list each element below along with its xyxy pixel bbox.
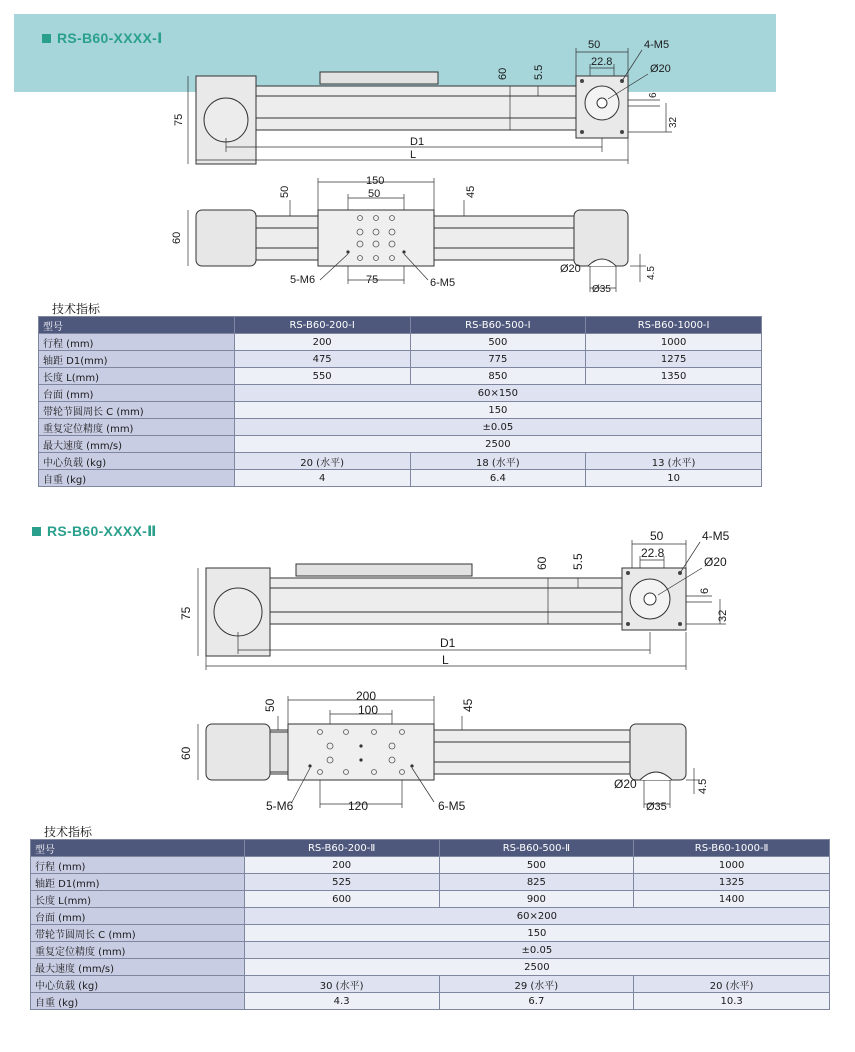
table-header-row bbox=[31, 840, 830, 857]
table-cell: 60×150 bbox=[234, 385, 761, 402]
dimension-label: Ø20 bbox=[704, 555, 727, 569]
table-cell: 1350 bbox=[586, 368, 762, 385]
dimension-label: 6 bbox=[648, 92, 659, 98]
dimension-label: 50 bbox=[368, 188, 381, 200]
table-cell: 900 bbox=[439, 891, 634, 908]
table-cell: 4.3 bbox=[244, 993, 439, 1010]
dimension-label: 50 bbox=[263, 698, 277, 712]
table-cell: 550 bbox=[234, 368, 410, 385]
dimension-label: Ø35 bbox=[646, 801, 667, 813]
dimension-label: Ø20 bbox=[650, 63, 671, 75]
dimension-label: 5-M6 bbox=[290, 274, 316, 286]
dimension-label: 32 bbox=[717, 609, 729, 622]
dimension-label: 200 bbox=[356, 689, 377, 703]
dimension-label: 6-M5 bbox=[438, 799, 466, 813]
dimension-label: 120 bbox=[348, 799, 369, 813]
row-label: 带轮节圆周长 C (mm) bbox=[31, 925, 245, 942]
table-row bbox=[31, 942, 830, 959]
table-cell: 30 (水平) bbox=[244, 976, 439, 993]
table-row bbox=[31, 959, 830, 976]
row-label: 重复定位精度 (mm) bbox=[31, 942, 245, 959]
table-cell: 20 (水平) bbox=[234, 453, 410, 470]
table-cell: ±0.05 bbox=[244, 942, 829, 959]
table-cell: 10 bbox=[586, 470, 762, 487]
table-row bbox=[31, 891, 830, 908]
table-row bbox=[31, 993, 830, 1010]
table-cell: 60×200 bbox=[244, 908, 829, 925]
dimension-label: 22.8 bbox=[641, 546, 665, 560]
row-label: 最大速度 (mm/s) bbox=[31, 959, 245, 976]
row-label: 行程 (mm) bbox=[39, 334, 235, 351]
dimension-label: L bbox=[410, 149, 417, 161]
table-cell: 6.4 bbox=[410, 470, 586, 487]
table-cell: 20 (水平) bbox=[634, 976, 830, 993]
dimension-label: 100 bbox=[358, 703, 379, 717]
dimension-label: 150 bbox=[366, 175, 385, 187]
table-cell: 2500 bbox=[234, 436, 761, 453]
section2-top-view bbox=[170, 526, 730, 676]
table-cell: 1000 bbox=[634, 857, 830, 874]
table-row bbox=[31, 908, 830, 925]
section-bullet-icon bbox=[42, 34, 51, 43]
dimension-label: 6-M5 bbox=[430, 277, 456, 289]
row-label: 轴距 D1(mm) bbox=[31, 874, 245, 891]
table-cell: 850 bbox=[410, 368, 586, 385]
dimension-label: Ø20 bbox=[614, 777, 637, 791]
dimension-label: L bbox=[442, 653, 449, 667]
table-cell: 1400 bbox=[634, 891, 830, 908]
dimension-label: 75 bbox=[173, 113, 185, 126]
dimension-label: 4.5 bbox=[646, 266, 657, 280]
dimension-label: 45 bbox=[461, 698, 475, 712]
dimension-label: 4-M5 bbox=[702, 529, 730, 543]
dimension-label: 4-M5 bbox=[644, 39, 670, 51]
table-cell: 6.7 bbox=[439, 993, 634, 1010]
table-row bbox=[31, 857, 830, 874]
dimension-label: 50 bbox=[588, 39, 601, 51]
table-cell: 1000 bbox=[586, 334, 762, 351]
table-cell: 1325 bbox=[634, 874, 830, 891]
table-row bbox=[39, 419, 762, 436]
row-label: 台面 (mm) bbox=[31, 908, 245, 925]
table-cell: 29 (水平) bbox=[439, 976, 634, 993]
column-header: RS-B60-500-Ⅱ bbox=[439, 840, 634, 857]
table-row bbox=[31, 976, 830, 993]
dimension-label: 4.5 bbox=[697, 778, 709, 794]
row-label: 台面 (mm) bbox=[39, 385, 235, 402]
dimension-label: 5-M6 bbox=[266, 799, 294, 813]
table-row bbox=[31, 925, 830, 942]
section1-table-caption: 技术指标 bbox=[52, 302, 101, 316]
table-row bbox=[39, 453, 762, 470]
column-header: RS-B60-1000-Ⅰ bbox=[586, 317, 762, 334]
dimension-label: 6 bbox=[699, 587, 711, 594]
column-header: 型号 bbox=[39, 317, 235, 334]
table-row bbox=[39, 368, 762, 385]
dimension-label: Ø35 bbox=[592, 284, 611, 295]
dimension-label: 60 bbox=[535, 556, 549, 570]
row-label: 自重 (kg) bbox=[31, 993, 245, 1010]
section1-title: RS-B60-XXXX-Ⅰ bbox=[42, 30, 163, 47]
column-header: RS-B60-1000-Ⅱ bbox=[634, 840, 830, 857]
dimension-label: 22.8 bbox=[591, 56, 613, 68]
section-bullet-icon bbox=[32, 527, 41, 536]
row-label: 行程 (mm) bbox=[31, 857, 245, 874]
dimension-label: 60 bbox=[497, 67, 509, 80]
table-row bbox=[39, 334, 762, 351]
table-cell: 10.3 bbox=[634, 993, 830, 1010]
table-cell: 4 bbox=[234, 470, 410, 487]
table-cell: 475 bbox=[234, 351, 410, 368]
table-header-row bbox=[39, 317, 762, 334]
dimension-label: 60 bbox=[171, 231, 183, 244]
section2-spec-table bbox=[30, 839, 830, 1010]
section2-side-view bbox=[170, 690, 730, 820]
table-cell: 525 bbox=[244, 874, 439, 891]
section1-side-view bbox=[160, 170, 680, 295]
dimension-label: D1 bbox=[410, 136, 425, 148]
table-row bbox=[39, 436, 762, 453]
column-header: 型号 bbox=[31, 840, 245, 857]
dimension-label: 5.5 bbox=[533, 64, 545, 80]
dimension-label: 5.5 bbox=[571, 553, 585, 570]
table-cell: 1275 bbox=[586, 351, 762, 368]
column-header: RS-B60-200-Ⅱ bbox=[244, 840, 439, 857]
table-cell: 200 bbox=[234, 334, 410, 351]
row-label: 重复定位精度 (mm) bbox=[39, 419, 235, 436]
table-cell: 13 (水平) bbox=[586, 453, 762, 470]
section1-top-view bbox=[160, 34, 680, 174]
table-cell: 150 bbox=[244, 925, 829, 942]
dimension-label: 32 bbox=[668, 116, 679, 128]
table-row bbox=[39, 470, 762, 487]
dimension-label: 45 bbox=[465, 185, 477, 198]
section2-table-caption: 技术指标 bbox=[44, 825, 93, 839]
table-cell: 825 bbox=[439, 874, 634, 891]
table-row bbox=[39, 385, 762, 402]
dimension-label: 75 bbox=[366, 274, 379, 286]
table-cell: 2500 bbox=[244, 959, 829, 976]
dimension-label: D1 bbox=[440, 636, 456, 650]
table-cell: 600 bbox=[244, 891, 439, 908]
row-label: 自重 (kg) bbox=[39, 470, 235, 487]
row-label: 中心负载 (kg) bbox=[31, 976, 245, 993]
dimension-label: 50 bbox=[650, 529, 664, 543]
table-cell: 18 (水平) bbox=[410, 453, 586, 470]
table-cell: 500 bbox=[410, 334, 586, 351]
section1-spec-table bbox=[38, 316, 762, 487]
section2-title: RS-B60-XXXX-Ⅱ bbox=[32, 523, 157, 540]
column-header: RS-B60-500-Ⅰ bbox=[410, 317, 586, 334]
row-label: 长度 L(mm) bbox=[39, 368, 235, 385]
dimension-label: 60 bbox=[179, 746, 193, 760]
row-label: 中心负载 (kg) bbox=[39, 453, 235, 470]
table-cell: 775 bbox=[410, 351, 586, 368]
table-cell: 200 bbox=[244, 857, 439, 874]
row-label: 轴距 D1(mm) bbox=[39, 351, 235, 368]
dimension-label: Ø20 bbox=[560, 263, 581, 275]
row-label: 最大速度 (mm/s) bbox=[39, 436, 235, 453]
table-cell: 150 bbox=[234, 402, 761, 419]
table-row bbox=[39, 402, 762, 419]
table-cell: ±0.05 bbox=[234, 419, 761, 436]
table-row bbox=[31, 874, 830, 891]
dimension-label: 50 bbox=[279, 185, 291, 198]
row-label: 长度 L(mm) bbox=[31, 891, 245, 908]
dimension-label: 75 bbox=[179, 606, 193, 620]
column-header: RS-B60-200-Ⅰ bbox=[234, 317, 410, 334]
row-label: 带轮节圆周长 C (mm) bbox=[39, 402, 235, 419]
table-cell: 500 bbox=[439, 857, 634, 874]
table-row bbox=[39, 351, 762, 368]
